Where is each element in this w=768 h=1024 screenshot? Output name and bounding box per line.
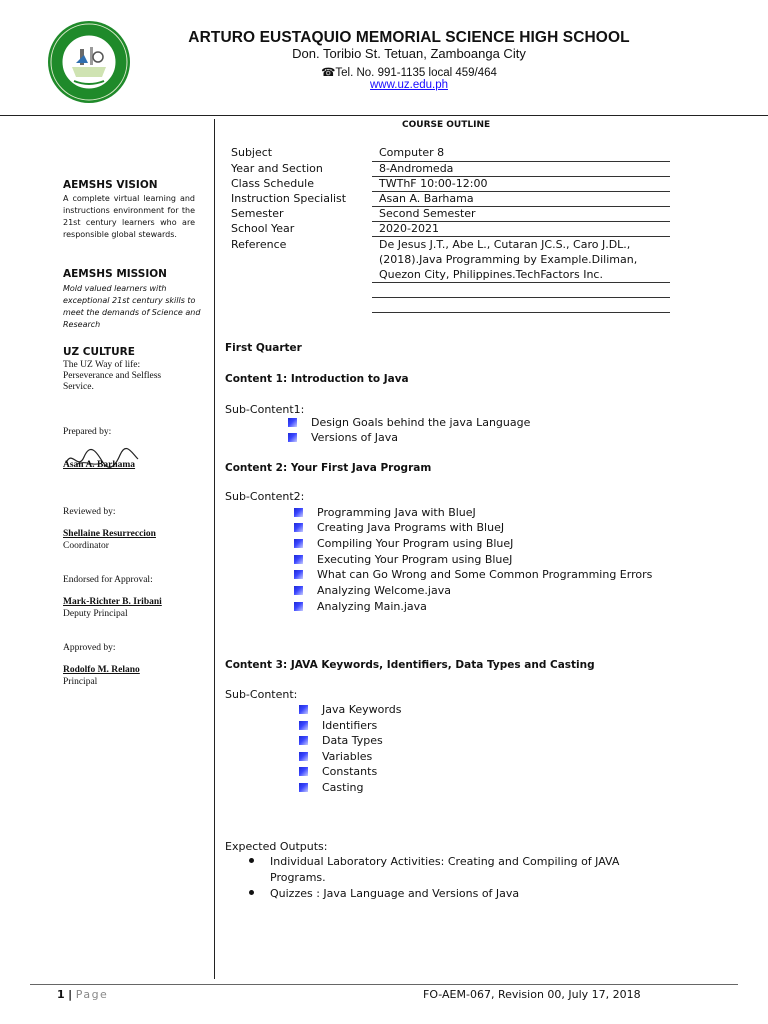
content1-sub-label: Sub-Content1: bbox=[225, 403, 305, 416]
content3-sub-label: Sub-Content: bbox=[225, 688, 298, 701]
list-item-continuation: Programs. bbox=[270, 871, 326, 884]
info-label-semester: Semester bbox=[231, 207, 284, 220]
info-value-specialist: Asan A. Barhama bbox=[379, 192, 474, 205]
round-bullet-icon bbox=[249, 858, 254, 863]
square-bullet-icon bbox=[299, 736, 308, 745]
list-item: Executing Your Program using BlueJ bbox=[294, 553, 512, 566]
square-bullet-icon bbox=[288, 433, 297, 442]
info-underline bbox=[372, 282, 670, 283]
round-bullet-icon bbox=[249, 890, 254, 895]
list-item: Variables bbox=[299, 750, 372, 763]
endorsed-label: Endorsed for Approval: bbox=[63, 575, 153, 585]
form-code: FO-AEM-067, Revision 00, July 17, 2018 bbox=[423, 988, 641, 1001]
school-name: ARTURO EUSTAQUIO MEMORIAL SCIENCE HIGH SCHOOL bbox=[188, 29, 630, 46]
list-item: Creating Java Programs with BlueJ bbox=[294, 521, 504, 534]
list-item: Analyzing Main.java bbox=[294, 600, 427, 613]
info-underline bbox=[372, 297, 670, 298]
square-bullet-icon bbox=[299, 721, 308, 730]
expected-outputs-title: Expected Outputs: bbox=[225, 840, 328, 853]
list-item: Programming Java with BlueJ bbox=[294, 506, 476, 519]
mission-text: Mold valued learners with exceptional 21st century skills to meet the demands of Science and Research bbox=[63, 284, 201, 329]
endorsed-role: Deputy Principal bbox=[63, 609, 128, 619]
content2-sub-label: Sub-Content2: bbox=[225, 490, 305, 503]
phone-icon: ☎ bbox=[321, 67, 336, 79]
list-item: Quizzes : Java Language and Versions of Java bbox=[249, 887, 519, 900]
list-item: Analyzing Welcome.java bbox=[294, 584, 451, 597]
content2-title: Content 2: Your First Java Program bbox=[225, 462, 432, 474]
square-bullet-icon bbox=[299, 767, 308, 776]
square-bullet-icon bbox=[299, 752, 308, 761]
culture-text-line2: Perseverance and Selfless bbox=[63, 371, 162, 381]
square-bullet-icon bbox=[299, 783, 308, 792]
prepared-label: Prepared by: bbox=[63, 427, 112, 437]
prepared-name: Asan A. Barhama bbox=[63, 460, 136, 470]
reviewed-label: Reviewed by: bbox=[63, 507, 116, 517]
info-label-reference: Reference bbox=[231, 238, 287, 251]
approved-name: Rodolfo M. Relano bbox=[63, 665, 140, 675]
square-bullet-icon bbox=[288, 418, 297, 427]
square-bullet-icon bbox=[294, 602, 303, 611]
info-underline bbox=[372, 312, 670, 313]
info-value-reference-line2: (2018).Java Programming by Example.Diliman, bbox=[379, 253, 638, 266]
culture-text-line3: Service. bbox=[63, 382, 94, 392]
list-item: What can Go Wrong and Some Common Programming Errors bbox=[294, 568, 652, 581]
info-value-reference-line1: De Jesus J.T., Abe L., Cutaran JC.S., Caro J.DL., bbox=[379, 238, 631, 251]
info-value-year-section: 8-Andromeda bbox=[379, 162, 454, 175]
content1-title: Content 1: Introduction to Java bbox=[225, 373, 409, 385]
info-underline bbox=[372, 236, 670, 237]
list-item: Casting bbox=[299, 781, 363, 794]
content3-title: Content 3: JAVA Keywords, Identifiers, Data Types and Casting bbox=[225, 659, 595, 671]
approved-role: Principal bbox=[63, 677, 98, 687]
mission-title: AEMSHS MISSION bbox=[63, 268, 167, 280]
info-label-school-year: School Year bbox=[231, 222, 295, 235]
info-label-schedule: Class Schedule bbox=[231, 177, 314, 190]
sidebar-divider bbox=[214, 119, 215, 979]
square-bullet-icon bbox=[294, 570, 303, 579]
square-bullet-icon bbox=[294, 555, 303, 564]
school-phone: ☎Tel. No. 991-1135 local 459/464 bbox=[321, 67, 497, 79]
square-bullet-icon bbox=[294, 508, 303, 517]
footer-divider bbox=[30, 984, 738, 985]
vision-text: A complete virtual learning and instructions environment for the 21st century learners who are responsible global stewards. bbox=[63, 194, 195, 239]
vision-title: AEMSHS VISION bbox=[63, 179, 158, 191]
info-value-semester: Second Semester bbox=[379, 207, 476, 220]
reviewed-role: Coordinator bbox=[63, 541, 109, 551]
list-item: Individual Laboratory Activities: Creating and Compiling of JAVA bbox=[249, 855, 619, 868]
school-address: Don. Toribio St. Tetuan, Zamboanga City bbox=[292, 46, 526, 61]
square-bullet-icon bbox=[294, 586, 303, 595]
list-item: Java Keywords bbox=[299, 703, 401, 716]
list-item: Constants bbox=[299, 765, 377, 778]
info-value-schedule: TWThF 10:00-12:00 bbox=[379, 177, 488, 190]
square-bullet-icon bbox=[294, 523, 303, 532]
approved-label: Approved by: bbox=[63, 643, 116, 653]
list-item: Versions of Java bbox=[288, 431, 398, 444]
list-item: Identifiers bbox=[299, 719, 377, 732]
list-item: Data Types bbox=[299, 734, 383, 747]
culture-title: UZ CULTURE bbox=[63, 346, 135, 358]
info-label-subject: Subject bbox=[231, 146, 273, 159]
info-value-subject: Computer 8 bbox=[379, 146, 445, 159]
page-number: 1 | Page bbox=[57, 988, 109, 1001]
square-bullet-icon bbox=[294, 539, 303, 548]
school-website-link[interactable]: www.uz.edu.ph bbox=[370, 79, 448, 91]
document-title: COURSE OUTLINE bbox=[402, 120, 491, 130]
reviewed-name: Shellaine Resurreccion bbox=[63, 529, 156, 539]
info-label-year-section: Year and Section bbox=[231, 162, 323, 175]
list-item: Design Goals behind the java Language bbox=[288, 416, 530, 429]
square-bullet-icon bbox=[299, 705, 308, 714]
header-divider bbox=[0, 115, 768, 116]
list-item: Compiling Your Program using BlueJ bbox=[294, 537, 513, 550]
info-value-school-year: 2020-2021 bbox=[379, 222, 439, 235]
info-label-specialist: Instruction Specialist bbox=[231, 192, 347, 205]
info-value-reference-line3: Quezon City, Philippines.TechFactors Inc. bbox=[379, 268, 603, 281]
quarter-heading: First Quarter bbox=[225, 342, 302, 354]
endorsed-name: Mark-Richter B. Iribani bbox=[63, 597, 162, 607]
culture-text-line1: The UZ Way of life: bbox=[63, 360, 141, 370]
